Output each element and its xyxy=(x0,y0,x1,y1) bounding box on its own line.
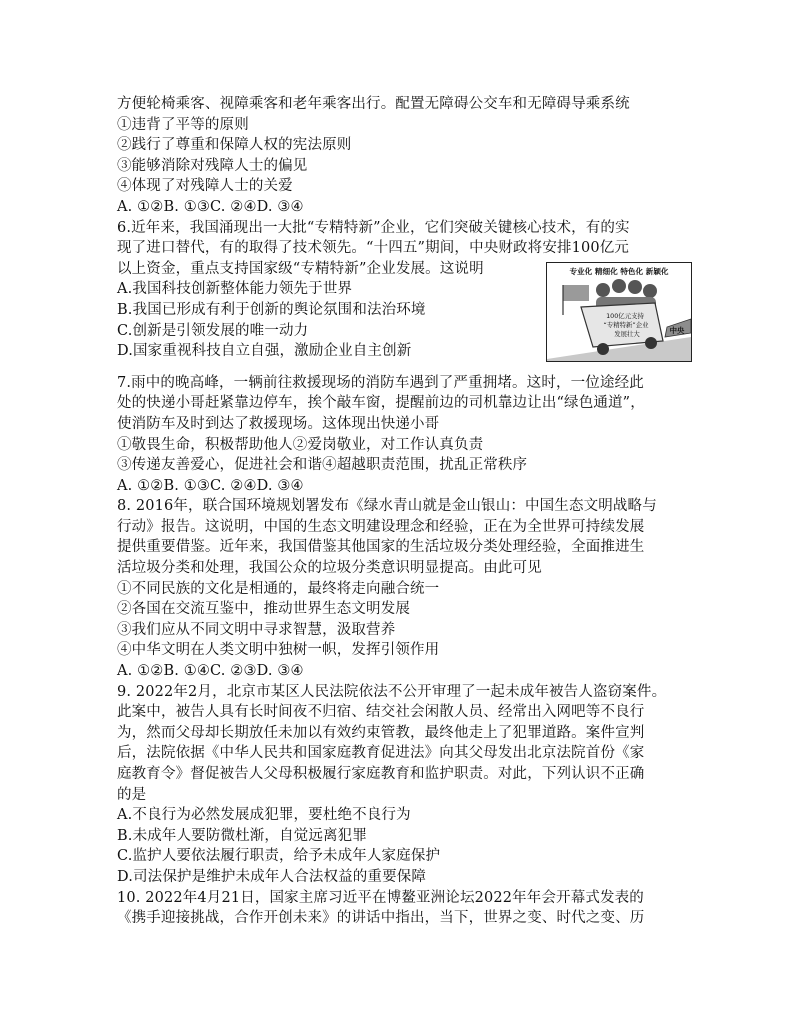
text-line: 以上资金，重点支持国家级“专精特新”企业发展。这说明 xyxy=(117,260,484,277)
question-9: 9. 2022年2月，北京市某区人民法院依法不公开审理了一起未成年被告人盗窃案件。 xyxy=(117,683,667,700)
exam-page xyxy=(117,94,687,929)
cartoon-banner: 专业化 精细化 特色化 新颖化 xyxy=(569,267,669,276)
text-line: 提供重要借鉴。近年来，我国借鉴其他国家的生活垃圾分类处理经验，全面推进生 xyxy=(117,539,645,556)
figure-head-2 xyxy=(612,279,626,293)
flag-shape xyxy=(563,285,589,301)
option-item: ③传递友善爱心，促进社会和谐④超越职责范围，扰乱正常秩序 xyxy=(117,457,528,474)
text-line: 活垃圾分类和处理，我国公众的垃圾分类意识明显提高。由此可见 xyxy=(117,560,542,577)
answer-choices: A. ①②B. ①③C. ②④D. ③④ xyxy=(117,198,304,215)
text-line: 庭教育令》督促被告人父母积极履行家庭教育和监护职责。对此，下列认识不正确 xyxy=(117,766,645,782)
figure-head-3 xyxy=(628,280,642,294)
question-8: 8. 2016年，联合国环境规划署发布《绿水青山就是金山银山：中国生态文明战略与 xyxy=(117,498,657,515)
question-6: 6.近年来，我国涌现出一大批“专精特新”企业，它们突破关键核心技术，有的实 xyxy=(117,219,630,236)
text-line: 后，法院依据《中华人民共和国家庭教育促进法》向其父母发出北京法院首份《家 xyxy=(117,745,645,762)
option-item: ①敬畏生命，积极帮助他人②爱岗敬业，对工作认真负责 xyxy=(117,436,484,453)
wheel-right xyxy=(645,337,657,349)
option-item: ③能够消除对残障人士的偏见 xyxy=(117,157,308,174)
text-line: 的是 xyxy=(117,786,147,803)
option-item: ③我们应从不同文明中寻求智慧，汲取营养 xyxy=(117,621,396,638)
sign-line-1: 100亿元支持 xyxy=(606,312,644,320)
sign-line-3: 发展壮大 xyxy=(614,330,640,338)
figure-head-1 xyxy=(596,283,610,297)
choice-c: C.创新是引领发展的唯一动力 xyxy=(117,322,309,339)
question-10: 10. 2022年4月21日，国家主席习近平在博鳌亚洲论坛2022年年会开幕式发表的 xyxy=(117,889,644,906)
wheel-left xyxy=(597,343,609,355)
cartoon-illustration xyxy=(546,262,692,362)
text-line: 现了进口替代，有的取得了技术领先。“十四五”期间，中央财政将安排100亿元 xyxy=(117,240,630,257)
text-line: 方便轮椅乘客、视障乘客和老年乘客出行。配置无障碍公交车和无障碍导乘系统 xyxy=(117,96,630,112)
option-item: ②践行了尊重和保障人权的宪法原则 xyxy=(117,137,352,154)
choice-d: D.司法保护是维护未成年人合法权益的重要保障 xyxy=(117,868,427,885)
option-item: ②各国在交流互鉴中，推动世界生态文明发展 xyxy=(117,601,410,618)
answer-choices: A. ①②B. ①③C. ②④D. ③④ xyxy=(117,477,304,494)
option-item: ④中华文明在人类文明中独树一帜，发挥引领作用 xyxy=(117,642,440,659)
answer-choices: A. ①②B. ①④C. ②③D. ③④ xyxy=(117,663,304,680)
text-line: 行动》报告。这说明，中国的生态文明建设理念和经验，正在为全世界可持续发展 xyxy=(117,518,645,535)
choice-b: B.我国已形成有利于创新的舆论氛围和法治环境 xyxy=(117,301,426,318)
question-7: 7.雨中的晚高峰，一辆前往救援现场的消防车遇到了严重拥堵。这时，一位途经此 xyxy=(117,374,644,391)
choice-c: C.监护人要依法履行职责，给予未成年人家庭保护 xyxy=(117,848,441,865)
text-line: 《携手迎接挑战，合作开创未来》的讲话中指出，当下，世界之变、时代之变、历 xyxy=(117,910,645,927)
choice-a: A.我国科技创新整体能力领先于世界 xyxy=(117,281,353,298)
option-item: ①不同民族的文化是相通的，最终将走向融合统一 xyxy=(117,580,440,597)
option-item: ①违背了平等的原则 xyxy=(117,116,249,133)
option-item: ④体现了对残障人士的关爱 xyxy=(117,178,293,195)
figure-head-4 xyxy=(643,284,657,298)
choice-a: A.不良行为必然发展成犯罪，要杜绝不良行为 xyxy=(117,807,411,824)
choice-d: D.国家重视科技自立自强，激励企业自主创新 xyxy=(117,343,412,360)
choice-b: B.未成年人要防微杜渐，自觉远离犯罪 xyxy=(117,827,367,844)
text-line: 使消防车及时到达了救援现场。这体现出快递小哥 xyxy=(117,415,440,432)
text-line: 处的快递小哥赶紧靠边停车，挨个敲车窗，提醒前边的司机靠边让出“绿色通道”， xyxy=(117,395,645,412)
text-line: 为，然而父母却长期放任未加以有效约束管教，最终他走上了犯罪道路。案件宣判 xyxy=(117,724,645,741)
sign-line-2: “专精特新”企业 xyxy=(603,321,649,329)
text-line: 此案中，被告人具有长时间夜不归宿、结交社会闲散人员、经常出入网吧等不良行 xyxy=(117,704,645,721)
hand-label: 中央 xyxy=(669,326,685,335)
cartoon-drawing xyxy=(547,263,691,361)
